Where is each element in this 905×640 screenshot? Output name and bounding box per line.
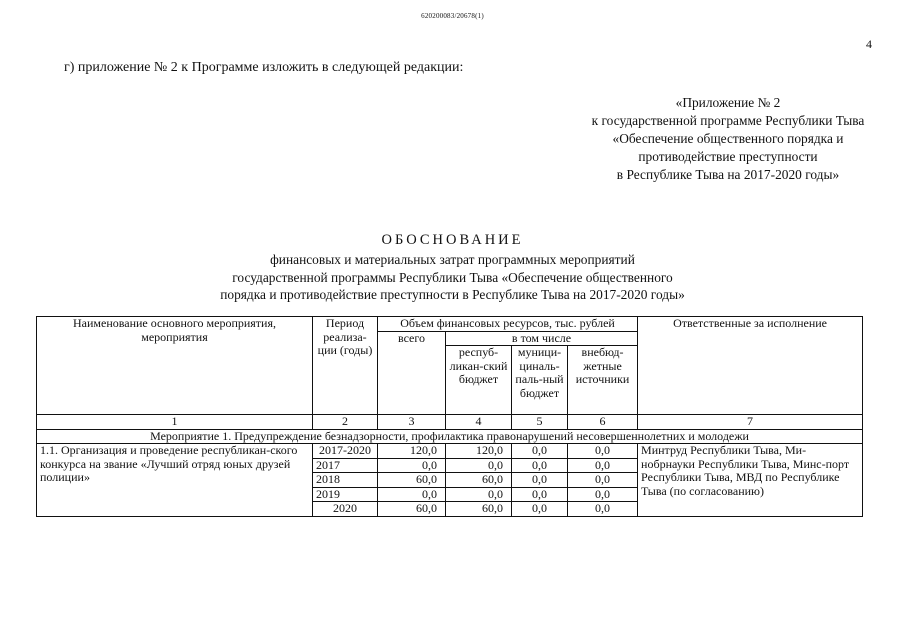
republic-cell: 60,0 bbox=[446, 473, 512, 488]
total-cell: 60,0 bbox=[378, 502, 446, 517]
header-responsible: Ответственные за исполнение bbox=[638, 317, 863, 415]
period-cell: 2018 bbox=[313, 473, 378, 488]
appendix-line: противодействие преступности bbox=[638, 149, 818, 164]
column-number: 3 bbox=[378, 415, 446, 430]
republic-cell: 60,0 bbox=[446, 502, 512, 517]
header-total: всего bbox=[378, 331, 446, 415]
table-header-row bbox=[37, 317, 863, 332]
municipal-cell: 0,0 bbox=[512, 473, 568, 488]
event-title: Мероприятие 1. Предупреждение безнадзорности, профилактика правонарушений несовершеннолетних и молодежи bbox=[37, 429, 863, 444]
header-volume: Объем финансовых ресурсов, тыс. рублей bbox=[378, 317, 638, 332]
extrabudget-cell: 0,0 bbox=[568, 458, 638, 473]
extrabudget-cell: 0,0 bbox=[568, 444, 638, 459]
header-extrabudget: внебюд-жетные источники bbox=[568, 346, 638, 415]
municipal-cell: 0,0 bbox=[512, 444, 568, 459]
extrabudget-cell: 0,0 bbox=[568, 502, 638, 517]
column-number: 4 bbox=[446, 415, 512, 430]
column-number: 1 bbox=[37, 415, 313, 430]
appendix-line: «Приложение № 2 bbox=[675, 95, 781, 110]
column-number-row bbox=[37, 415, 863, 430]
header-republic-budget: респуб-ликан-ский бюджет bbox=[446, 346, 512, 415]
appendix-line: «Обеспечение общественного порядка и bbox=[612, 131, 844, 146]
column-number: 2 bbox=[313, 415, 378, 430]
total-cell: 60,0 bbox=[378, 473, 446, 488]
appendix-line: к государственной программе Республики Тыва bbox=[591, 113, 865, 128]
header-including: в том числе bbox=[446, 331, 638, 346]
column-number: 7 bbox=[638, 415, 863, 430]
municipal-cell: 0,0 bbox=[512, 502, 568, 517]
appendix-reference bbox=[548, 94, 905, 184]
appendix-line: в Республике Тыва на 2017-2020 годы» bbox=[616, 167, 840, 182]
intro-paragraph: г) приложение № 2 к Программе изложить в следующей редакции: bbox=[64, 60, 464, 75]
document-heading: ОБОСНОВАНИЕ bbox=[381, 232, 524, 248]
document-id: 620200083/20678(1) bbox=[421, 12, 484, 20]
header-period: Период реализа-ции (годы) bbox=[313, 317, 378, 415]
municipal-cell: 0,0 bbox=[512, 487, 568, 502]
column-number: 5 bbox=[512, 415, 568, 430]
total-cell: 0,0 bbox=[378, 487, 446, 502]
event-row bbox=[37, 429, 863, 444]
responsible-cell: Минтруд Республики Тыва, Ми-нобрнауки Республики Тыва, Минс-порт Республики Тыва, МВД по Республике Тыва (по согласованию) bbox=[638, 444, 863, 517]
item-name: 1.1. Организация и проведение республикан-ского конкурса на звание «Лучший отряд юных друзей полиции» bbox=[37, 444, 313, 517]
subtitle-line: порядка и противодействие преступности в Республике Тыва на 2017-2020 годы» bbox=[220, 287, 685, 302]
table-row bbox=[37, 444, 863, 459]
period-cell: 2017-2020 bbox=[313, 444, 378, 459]
republic-cell: 0,0 bbox=[446, 458, 512, 473]
total-cell: 0,0 bbox=[378, 458, 446, 473]
subtitle-line: государственной программы Республики Тыва «Обеспечение общественного bbox=[232, 269, 673, 285]
period-cell: 2020 bbox=[313, 502, 378, 517]
period-cell: 2019 bbox=[313, 487, 378, 502]
financing-table bbox=[36, 316, 863, 517]
total-cell: 120,0 bbox=[378, 444, 446, 459]
municipal-cell: 0,0 bbox=[512, 458, 568, 473]
republic-cell: 0,0 bbox=[446, 487, 512, 502]
extrabudget-cell: 0,0 bbox=[568, 473, 638, 488]
column-number: 6 bbox=[568, 415, 638, 430]
document-subtitle bbox=[0, 251, 905, 304]
extrabudget-cell: 0,0 bbox=[568, 487, 638, 502]
period-cell: 2017 bbox=[313, 458, 378, 473]
header-name: Наименование основного мероприятия, мероприятия bbox=[37, 317, 313, 415]
header-municipal-budget: муници-циналь-паль-ный бюджет bbox=[512, 346, 568, 415]
subtitle-line: финансовых и материальных затрат программных мероприятий bbox=[270, 252, 635, 267]
republic-cell: 120,0 bbox=[446, 444, 512, 459]
page-number: 4 bbox=[866, 37, 872, 51]
